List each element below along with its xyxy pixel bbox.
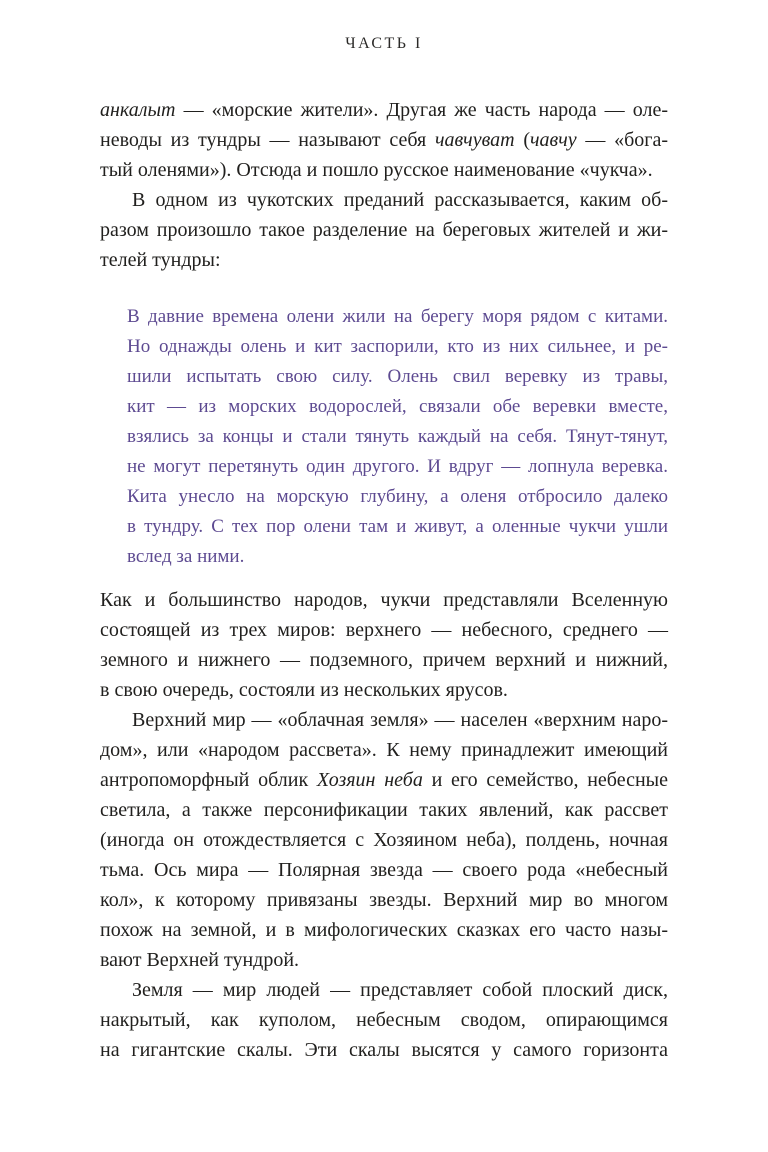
text-segment: накрытый, как куполом, небесным сводом, опирающимся <box>100 1009 668 1031</box>
italic-text-segment: чавчуват <box>434 129 515 151</box>
text-line <box>127 452 668 482</box>
text-segment: телей тундры: <box>100 249 221 271</box>
text-line <box>100 915 668 945</box>
text-segment: вают Верхней тундрой. <box>100 949 300 971</box>
text-line <box>100 645 668 675</box>
text-segment: светила, а также персонификации таких явлений, как рассвет <box>100 799 668 821</box>
text-line <box>100 735 668 765</box>
paragraph <box>100 185 668 275</box>
text-segment: Но однажды олень и кит заспорили, кто из них сильнее, и ре- <box>127 336 668 357</box>
text-segment: В давние времена олени жили на берегу моря рядом с китами. <box>127 306 668 327</box>
text-line <box>127 362 668 392</box>
text-line <box>100 705 668 735</box>
block-quote <box>127 302 668 572</box>
italic-text-segment: чавчу <box>529 129 577 151</box>
text-segment: Земля — мир людей — представляет собой плоский диск, <box>132 979 668 1001</box>
text-line <box>100 95 668 125</box>
text-line <box>100 585 668 615</box>
text-line <box>127 332 668 362</box>
paragraph <box>100 95 668 185</box>
text-segment: кол», к которому привязаны звезды. Верхний мир во многом <box>100 889 668 911</box>
text-line <box>100 615 668 645</box>
text-line <box>100 1035 668 1065</box>
running-head: ЧАСТЬ I <box>345 35 423 52</box>
italic-text-segment: анкалыт <box>100 99 176 121</box>
text-segment: Верхний мир — «облачная земля» — населен «верхним наро- <box>132 709 668 731</box>
text-segment: Как и большинство народов, чукчи представляли Вселенную <box>100 589 668 611</box>
text-segment: земного и нижнего — подземного, причем верхний и нижний, <box>100 649 668 671</box>
text-segment: тый оленями»). Отсюда и пошло русское наименование «чукча». <box>100 159 653 181</box>
text-line <box>127 542 668 572</box>
text-line <box>100 765 668 795</box>
text-line <box>127 482 668 512</box>
text-line <box>100 155 668 185</box>
text-segment: антропоморфный облик <box>100 769 317 791</box>
text-segment: шили испытать свою силу. Олень свил веревку из травы, <box>127 366 668 387</box>
paragraph <box>100 705 668 975</box>
text-line <box>100 885 668 915</box>
text-segment: и его семейство, небесные <box>422 769 668 791</box>
text-line <box>127 422 668 452</box>
text-segment: взялись за концы и стали тянуть каждый на себя. Тянут-тянут, <box>127 426 668 447</box>
text-line <box>127 512 668 542</box>
text-segment: (иногда он отождествляется с Хозяином неба), полдень, ночная <box>100 829 668 851</box>
text-segment: в свою очередь, состояли из нескольких ярусов. <box>100 679 508 701</box>
text-line <box>100 215 668 245</box>
text-segment: Кита унесло на морскую глубину, а оленя отбросило далеко <box>127 486 668 507</box>
text-segment: в тундру. С тех пор олени там и живут, а оленные чукчи ушли <box>127 516 668 537</box>
text-segment: ( <box>514 129 530 151</box>
text-line <box>100 795 668 825</box>
text-segment: кит — из морских водорослей, связали обе веревки вместе, <box>127 396 668 417</box>
text-segment: — «бога- <box>576 129 668 151</box>
paragraph <box>100 585 668 705</box>
text-line <box>100 185 668 215</box>
text-segment: — «морские жители». Другая же часть народа — оле- <box>175 99 668 121</box>
text-segment: дом», или «народом рассвета». К нему принадлежит имеющий <box>100 739 668 761</box>
text-column <box>100 95 668 1065</box>
text-line <box>100 245 668 275</box>
text-line <box>100 855 668 885</box>
italic-text-segment: Хозяин неба <box>316 769 423 791</box>
text-line <box>100 945 668 975</box>
text-segment: тьма. Ось мира — Полярная звезда — своего рода «небесный <box>100 859 668 881</box>
paragraph <box>100 975 668 1065</box>
text-segment: не могут перетянуть один другого. И вдруг — лопнула веревка. <box>127 456 668 477</box>
text-line <box>100 825 668 855</box>
text-segment: неводы из тундры — называют себя <box>100 129 435 151</box>
text-line <box>100 975 668 1005</box>
text-segment: на гигантские скалы. Эти скалы высятся у самого горизонта <box>100 1039 668 1061</box>
text-segment: В одном из чукотских преданий рассказывается, каким об- <box>132 189 668 211</box>
text-segment: похож на земной, и в мифологических сказках его часто назы- <box>100 919 668 941</box>
text-line <box>100 1005 668 1035</box>
text-line <box>100 125 668 155</box>
text-line <box>127 392 668 422</box>
text-segment: состоящей из трех миров: верхнего — небесного, среднего — <box>100 619 668 641</box>
text-line <box>127 302 668 332</box>
text-segment: разом произошло такое разделение на береговых жителей и жи- <box>100 219 668 241</box>
text-line <box>100 675 668 705</box>
text-segment: вслед за ними. <box>127 546 245 567</box>
